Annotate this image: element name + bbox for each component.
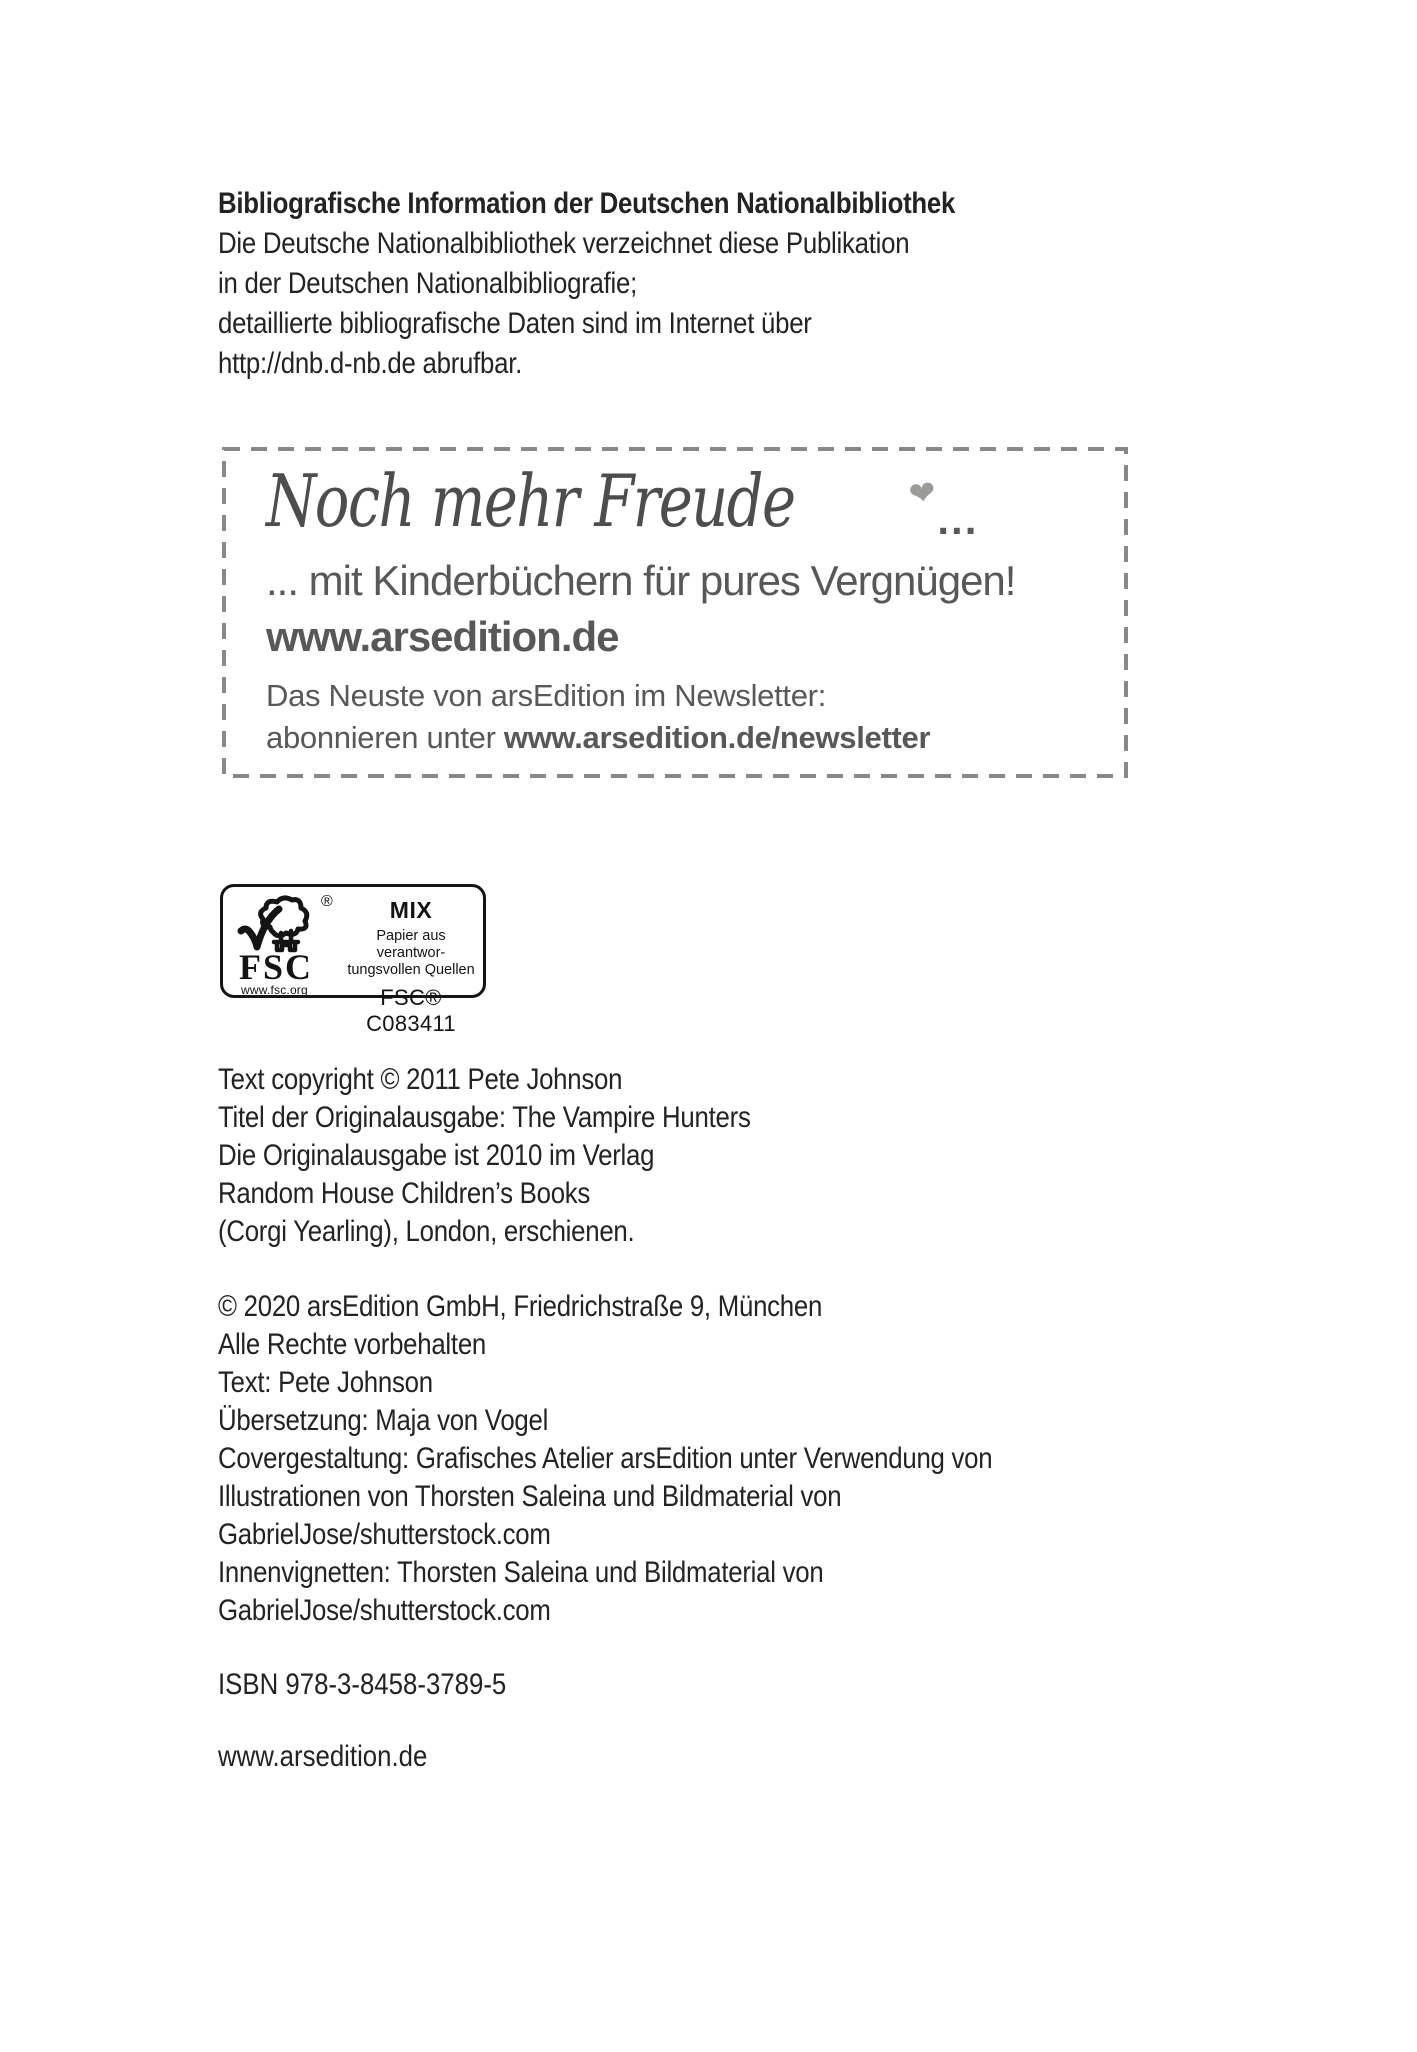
copyright-line: Innenvignetten: Thorsten Saleina und Bildmaterial von (218, 1556, 824, 1589)
fsc-claim (341, 928, 481, 979)
copyright-line: GabrielJose/shutterstock.com (218, 1594, 551, 1627)
fsc-text-column (341, 887, 481, 1036)
copyright-line: Text: Pete Johnson (218, 1366, 433, 1399)
newsletter-url: www.arsedition.de/newsletter (503, 720, 931, 755)
promo-website: www.arsedition.de (266, 613, 619, 660)
copyright-line: (Corgi Yearling), London, erschienen. (218, 1215, 635, 1248)
copyright-line: Covergestaltung: Grafisches Atelier arsEdition unter Verwendung von (218, 1442, 993, 1475)
bibliographic-line: in der Deutschen Nationalbibliografie; (218, 267, 638, 300)
copyright-line: © 2020 arsEdition GmbH, Friedrichstraße 9, München (218, 1290, 823, 1323)
copyright-line: Die Originalausgabe ist 2010 im Verlag (218, 1139, 655, 1172)
fsc-label (220, 884, 486, 1036)
bibliographic-line: http://dnb.d-nb.de abrufbar. (218, 347, 523, 380)
bibliographic-info-block (218, 184, 955, 384)
isbn: ISBN 978-3-8458-3789-5 (218, 1668, 507, 1701)
copyright-line: Illustrationen von Thorsten Saleina und Bildmaterial von (218, 1480, 842, 1513)
heart-icon: ❤ (906, 473, 938, 513)
newsletter-info: Das Neuste von arsEdition im Newsletter: (266, 678, 827, 713)
copyright-line: Text copyright © 2011 Pete Johnson (218, 1063, 623, 1096)
registered-trademark-icon: ® (321, 893, 333, 910)
promo-box (222, 447, 1128, 778)
promo-headline-script: Noch mehr Freude (266, 459, 795, 543)
german-edition-block (218, 1288, 992, 1630)
bibliographic-line: detaillierte bibliografische Daten sind im Internet über (218, 307, 812, 340)
copyright-line: Titel der Originalausgabe: The Vampire Hunters (218, 1101, 751, 1134)
bibliographic-heading: Bibliografische Information der Deutschen Nationalbibliothek (218, 187, 956, 220)
copyright-line: Übersetzung: Maja von Vogel (218, 1404, 549, 1437)
fsc-claim-line: tungsvollen Quellen (347, 962, 475, 978)
fsc-claim-line: Papier aus verantwor- (376, 928, 446, 961)
fsc-tree-icon (237, 895, 317, 953)
copyright-line: Alle Rechte vorbehalten (218, 1328, 487, 1361)
copyright-line: Random House Children’s Books (218, 1177, 591, 1210)
newsletter-subscribe-line (266, 721, 930, 755)
promo-headline (266, 453, 978, 549)
fsc-wordmark: FSC (239, 947, 314, 987)
copyright-line: GabrielJose/shutterstock.com (218, 1518, 551, 1551)
fsc-url: www.fsc.org (241, 983, 308, 997)
newsletter-prefix: abonnieren unter (266, 720, 504, 755)
fsc-logo-column (233, 889, 345, 997)
fsc-grade: MIX (389, 897, 433, 923)
bibliographic-line: Die Deutsche Nationalbibliothek verzeichnet diese Publikation (218, 227, 910, 260)
fsc-license-code: FSC® C083411 (366, 985, 456, 1036)
publisher-website: www.arsedition.de (218, 1740, 428, 1773)
promo-headline-ellipsis: ... (937, 496, 979, 543)
promo-tagline: ... mit Kinderbüchern für pures Vergnügen! (266, 557, 1016, 604)
original-edition-block (218, 1061, 751, 1251)
